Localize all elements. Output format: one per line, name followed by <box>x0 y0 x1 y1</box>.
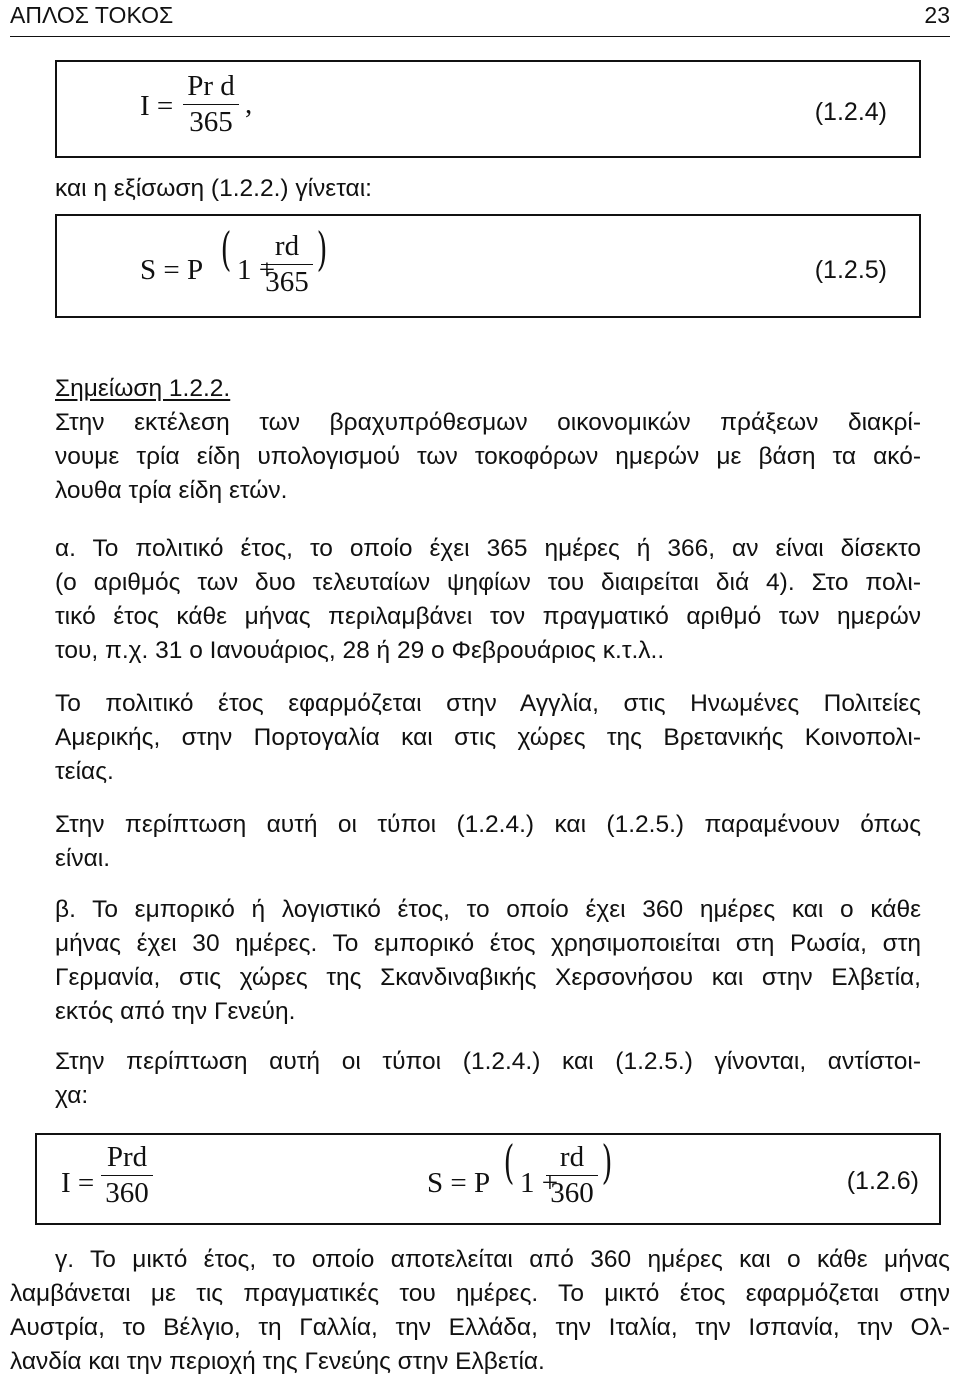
become-paragraph <box>55 1045 921 1113</box>
eq-124-comma: , <box>245 88 253 120</box>
running-header: ΑΠΛΟΣ ΤΟΚΟΣ <box>10 2 174 28</box>
right-paren: ) <box>316 222 328 276</box>
beta-line: Γερμανία, στις χώρες της Σκανδιναβικής Χερσονήσου και στην Ελβετία, <box>55 964 921 991</box>
alpha-line: (ο αριθμός των δυο τελευταίων ψηφίων του διαιρείται διά 4). Στο πολι- <box>55 569 921 596</box>
gamma-line: λανδία και την περιοχή της Γενεύης στην Ελβετία. <box>10 1348 545 1375</box>
eq-125-label: (1.2.5) <box>814 256 887 284</box>
beta-line: εκτός από την Γενεύη. <box>55 998 296 1025</box>
eq-126-i-lhs: I = <box>61 1167 95 1199</box>
eq-125-denominator: 365 <box>265 266 309 298</box>
note-title: Σημείωση 1.2.2. <box>55 375 231 402</box>
eq-126-s-fraction <box>546 1143 598 1208</box>
equation-box-1-2-4 <box>55 60 921 158</box>
gamma-line: Αυστρία, το Βέλγιο, τη Γαλλία, την Ελλάδα, την Ιταλία, την Ισπανία, την Ολ- <box>10 1314 950 1341</box>
eq-126-s-denominator: 360 <box>550 1177 594 1209</box>
eq-126-i-numerator: Prd <box>106 1141 148 1173</box>
alpha-paragraph <box>55 532 921 668</box>
become-line: χα: <box>55 1082 89 1109</box>
intro-line: και η εξίσωση (1.2.2.) γίνεται: <box>55 175 372 202</box>
eq-124-label: (1.2.4) <box>814 98 887 126</box>
fraction-bar <box>183 104 239 105</box>
beta-paragraph <box>55 893 921 1029</box>
eq-126-s-numerator: rd <box>559 1141 585 1173</box>
beta-line: μήνας έχει 30 ημέρες. Το εμπορικό έτος χρησιμοποιείται στη Ρωσία, στη <box>55 930 921 957</box>
fraction-bar <box>261 264 313 265</box>
eq-124-fraction <box>183 72 239 137</box>
fraction-bar <box>101 1175 153 1176</box>
alpha-line: α. Το πολιτικό έτος, το οποίο έχει 365 ημέρες ή 366, αν είναι δίσεκτο <box>55 535 921 562</box>
same-paragraph <box>55 808 921 876</box>
equation-box-1-2-5 <box>55 214 921 318</box>
eq-124-denominator: 365 <box>189 106 233 138</box>
eq-126-s-lhs: S = P <box>427 1167 491 1199</box>
fraction-bar <box>546 1175 598 1176</box>
eq-125-lhs: S = P <box>140 254 204 286</box>
alpha-line: του, π.χ. 31 ο Ιανουάριος, 28 ή 29 ο Φεβρουάριος κ.τ.λ.. <box>55 637 665 664</box>
eq-126-s-one-plus: 1 + <box>520 1167 559 1199</box>
applied-line: Αμερικής, στην Πορτογαλία και στις χώρες της Βρετανικής Κοινοπολι- <box>55 724 921 751</box>
gamma-line: γ. Το μικτό έτος, το οποίο αποτελείται από 360 ημέρες και ο κάθε μήνας <box>55 1246 950 1273</box>
eq-126-i-fraction <box>101 1143 153 1208</box>
note-block <box>55 372 921 508</box>
same-line: είναι. <box>55 845 111 872</box>
eq-125-fraction <box>261 232 313 297</box>
applied-line: Το πολιτικό έτος εφαρμόζεται στην Αγγλία, στις Ηνωμένες Πολιτείες <box>55 690 921 717</box>
beta-line: β. Το εμπορικό ή λογιστικό έτος, το οποίο έχει 360 ημέρες και ο κάθε <box>55 896 921 923</box>
note-line: νουμε τρία είδη υπολογισμού των τοκοφόρων ημερών με βάση τα ακό- <box>55 443 921 470</box>
same-line: Στην περίπτωση αυτή οι τύποι (1.2.4.) και (1.2.5.) παραμένουν όπως <box>55 811 921 838</box>
gamma-paragraph <box>10 1243 950 1379</box>
alpha-line: τικό έτος κάθε μήνας περιλαμβάνει τον πραγματικό αριθμό των ημερών <box>55 603 921 630</box>
gamma-line: λαμβάνεται με τις πραγματικές του ημέρες. Το μικτό έτος εφαρμόζεται στην <box>10 1280 950 1307</box>
become-line: Στην περίπτωση αυτή οι τύποι (1.2.4.) και (1.2.5.) γίνονται, αντίστοι- <box>55 1048 921 1075</box>
applied-line: τείας. <box>55 758 114 785</box>
header-rule <box>10 36 950 37</box>
eq-125-numerator: rd <box>274 230 300 262</box>
eq-124-numerator: Pr d <box>187 70 235 102</box>
note-line: Στην εκτέλεση των βραχυπρόθεσμων οικονομικών πράξεων διακρί- <box>55 409 921 436</box>
left-paren: ( <box>503 1135 515 1189</box>
note-line: λουθα τρία είδη ετών. <box>55 477 288 504</box>
page-number: 23 <box>924 2 950 28</box>
eq-126-label: (1.2.6) <box>846 1167 919 1195</box>
eq-126-i-denominator: 360 <box>105 1177 149 1209</box>
left-paren: ( <box>220 222 232 276</box>
equation-box-1-2-6 <box>35 1133 941 1225</box>
applied-paragraph <box>55 687 921 789</box>
right-paren: ) <box>601 1135 613 1189</box>
eq-124-lhs: I = <box>140 90 174 122</box>
eq-125-one-plus: 1 + <box>237 254 276 286</box>
